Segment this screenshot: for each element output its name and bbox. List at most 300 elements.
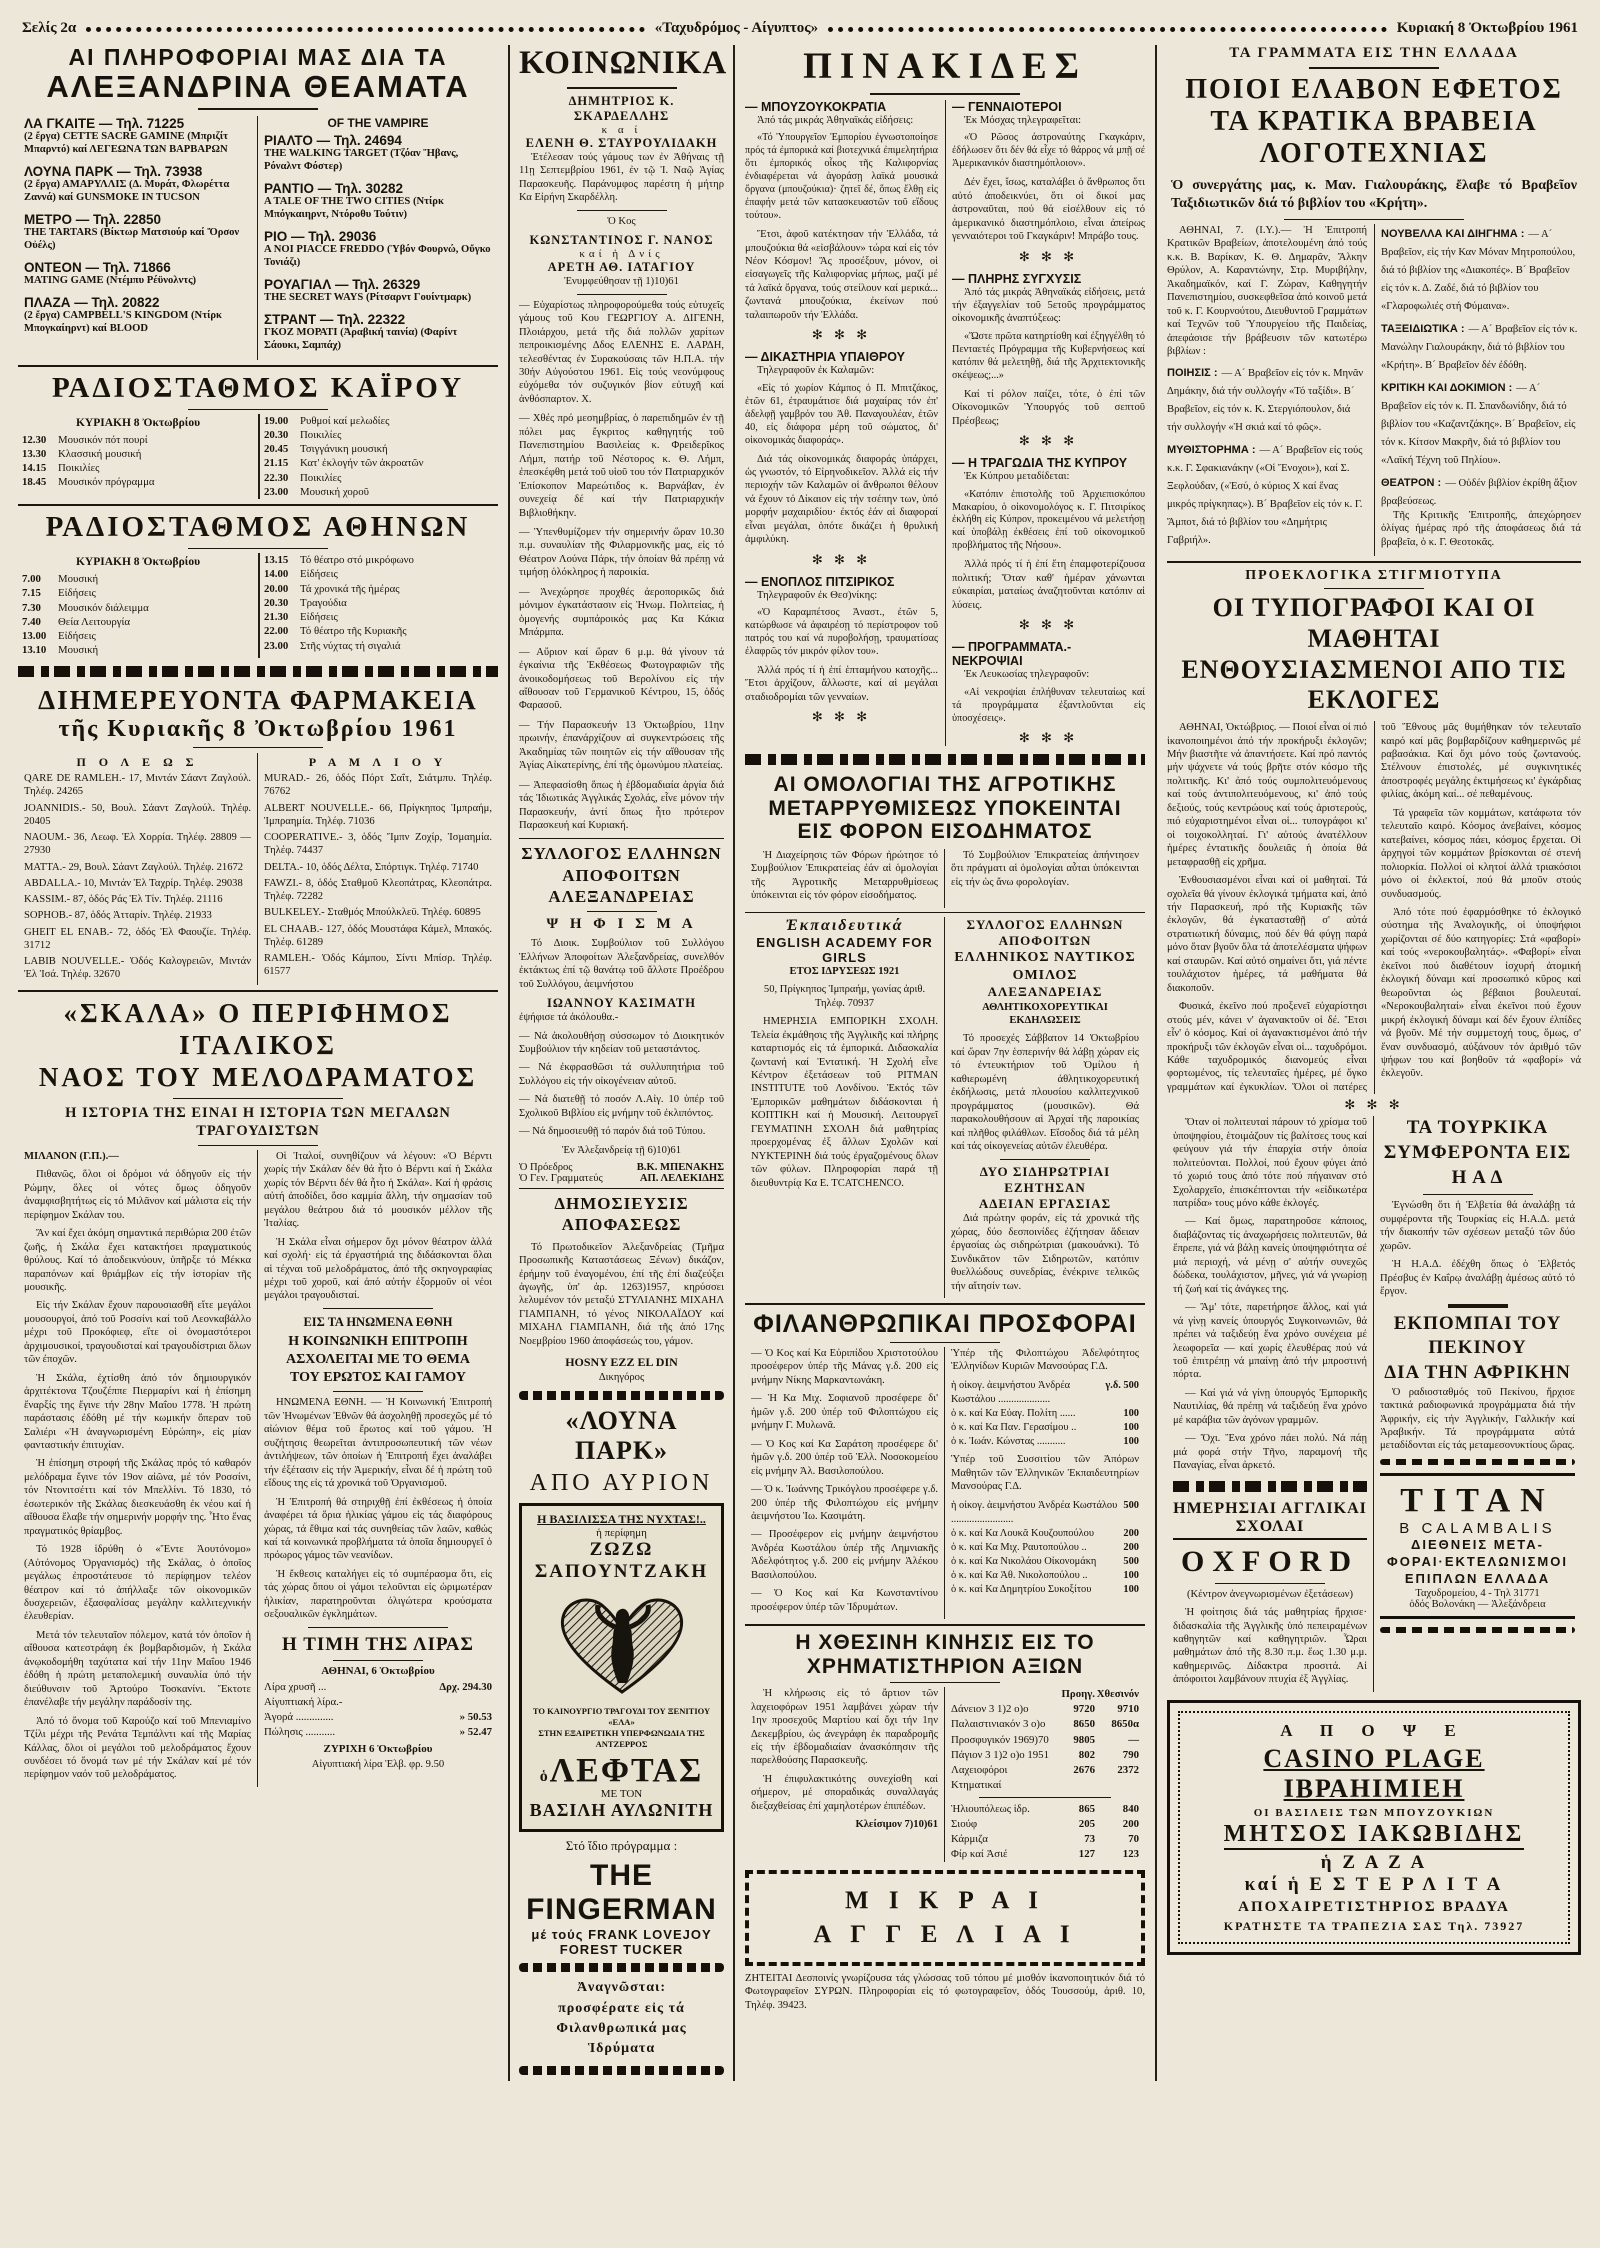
wedding-name: ΕΛΕΝΗ Θ. ΣΤΑΥΡΟΥΛΙΔΑΚΗ	[525, 136, 718, 150]
cinema-name: ΣΤΡΑΝΤ — Τηλ. 22322	[264, 311, 406, 327]
radio-program	[22, 629, 254, 643]
pharmacy-entry: ALBERT NOUVELLE.- 66, Πρίγκηπος Ἰμπραήμ, Ἰμπραημία. Τηλέφ. 71036	[264, 802, 492, 827]
asterisk-separator: ✻ ✻ ✻	[1018, 433, 1079, 449]
pinakides-section	[952, 100, 1145, 265]
radio-program	[22, 475, 254, 489]
radio-cairo-right	[258, 414, 498, 500]
cinema-name: ΡΙΟ — Τηλ. 29036	[264, 228, 377, 244]
donation-notice: — Ὁ κ. Ἰωάννης Τρικόγλου προσέφερε γ.δ. 200 ὑπέρ τῆς Φιλοπτώχου εἰς μνήμην ἀειμνήστου Ἰω. Κασιμάτη.	[751, 1484, 938, 1522]
cinema-name: ΡΟΥΑΓΙΑΛ — Τηλ. 26329	[264, 276, 421, 292]
cinema-name: ΡΑΝΤΙΟ — Τηλ. 30282	[264, 181, 404, 197]
city-label: Π Ο Λ Ε Ω Σ	[76, 755, 199, 770]
cinema-entry	[264, 133, 492, 174]
chain-divider	[519, 1963, 724, 1972]
lira-quote-row	[264, 1695, 492, 1710]
star-name: ΣΑΠΟΥΝΤΖΑΚΗ	[534, 1560, 709, 1582]
titan-ad: ΤΙΤΑΝ B CALAMBALIS ΔΙΕΘΝΕΙΣ ΜΕΤΑ- ΦΟΡΑΙ·ΕΚΤΕΛΩΝΙΣΜΟΙ ΕΠΙΠΛΩΝ ΕΛΛΑΔΑ Ταχυδρομείου, 4 - Τηλ 31771 ὁδός Βολονάκη — Ἀλεξάνδρεια	[1380, 1473, 1575, 1619]
table-row	[951, 1733, 1139, 1748]
divider	[308, 1627, 448, 1628]
program-time: 20.30	[264, 596, 289, 609]
program-name: Μουσική	[58, 644, 99, 657]
radio-program	[264, 596, 494, 610]
section-quote: «Ὁ Ρῶσος ἀστροναύτης Γκαγκάριν, ἐδήλωσεν ὅτι δέν θά εἶχε τό θάρρος νά μπῇ σέ Ἀμερικανικόν διαστημόπλοιον».	[952, 132, 1145, 170]
chain-divider	[519, 1391, 724, 1400]
security-name: Παλαιστινιακόν 3 ο)ο	[951, 1718, 1046, 1731]
divider	[18, 504, 498, 506]
pinakides-section	[745, 350, 938, 567]
award-category	[1167, 440, 1367, 548]
wedding-name: ΑΡΕΤΗ ΑΘ. ΙΑΤΑΓΙΟΥ	[547, 260, 696, 275]
program-time: 7.00	[22, 573, 41, 586]
donation-notice: — Ὁ Κος καί Κα Σαράτση προσέφερε δι' ἡμῶν γ.δ. 200 ὑπέρ τοῦ Ἑλλ. Νοσοκομείου εἰς μνήμην Ἀλ. Βασιλοπούλου.	[751, 1438, 938, 1477]
wedding-date: Ἐνυμφεύθησαν τῇ 1)10)61	[564, 276, 679, 288]
pharmacies-ramleh	[258, 753, 498, 984]
divider	[745, 912, 1145, 913]
pharmacy-entry: MURAD.- 26, ὁδός Πόρτ Σαΐτ, Σιάτμπυ. Τηλέφ. 76762	[264, 773, 492, 798]
lira-zurich-label: ΖΥΡΙΧΗ 6 Ὀκτωβρίου	[323, 1743, 433, 1756]
star-name: ΖΩΖΩ	[589, 1538, 654, 1560]
radio-program	[22, 461, 254, 475]
program-time: 13.30	[22, 447, 47, 460]
section-source: Τηλεγραφοῦν ἐκ Καλαμῶν:	[757, 365, 875, 377]
program-time: 20.45	[264, 443, 289, 456]
article-paragraph: Ἄν καί ἔχει ἀκόμη σημαντικά περιθώρια 200 ἐτῶν ζωῆς, ἡ Σκάλα ἔχει κατακτήσει πραγματικούς θρύλους. Καί τό ἀποδεικνύουν, ὑπῆρξε τό Μέκκα παραπόνων καί θριάμβων εἰς τήν ἱστορίαν τῆς μουσικῆς.	[24, 1228, 251, 1294]
table-row	[951, 1847, 1139, 1862]
program-name: Στῆς νύχτας τή σιγαλιά	[300, 639, 401, 652]
program-name: Εἰδήσεις	[58, 587, 96, 600]
cinema-list-right	[258, 116, 498, 359]
luna-park-subtitle: ΑΠΟ ΑΥΡΙΟΝ	[529, 1469, 714, 1496]
radio-athens-right	[258, 553, 498, 658]
radio-program	[264, 624, 494, 638]
program-time: 12.30	[22, 433, 47, 446]
section-title: — ΕΝΟΠΛΟΣ ΠΙΤΣΙΡΙΚΟΣ	[745, 574, 895, 589]
radio-athens-title: ΡΑΔΙΟΣΤΑΘΜΟΣ ΑΘΗΝΩΝ	[45, 511, 471, 544]
halftone-bar	[18, 666, 498, 677]
cinema-entry	[264, 312, 492, 353]
divider	[333, 1660, 423, 1661]
donation-row	[951, 1527, 1139, 1541]
program-name: Ποικιλίες	[58, 462, 100, 475]
social-notice: — Αὔριον καί ὥραν 6 μ.μ. θά γίνουν τά ἐγκαίνια τῆς Ἐκθέσεως Φωτογραφιῶν τῆς ἀνοικοδομήσεως τοῦ Βερολίνου εἰς τήν αἴθουσαν τοῦ Γερμανικοῦ Κέντρου, 15, ὁδός Φαρασοῦ.	[519, 646, 724, 712]
category-label: ΤΑΞΕΙΔΙΩΤΙΚΑ :	[1381, 322, 1465, 335]
divider	[173, 1098, 343, 1099]
elections-continuation: Ὅταν οἱ πολιτευταί πάρουν τό χρίσμα τοῦ ὑποψηφίου, ἑτοιμάζουν τίς βαλίτσες τους καί φεύγουν γιά τήν ἐπαρχία στήν ὁποία πολιτεύονται. Πολλοί, πού ἔχουν φύγει ἀπό τό χωριό τους ἀπό τότε πού πήγαιναν στό Σχολαρχεῖο, ἐπισκέπτονται τήν «εἰδικωτέρα πατρίδα» τους μόνο κάθε ἐκλογές. — Καί ὅμως, παρατηροῦσε κάποιος, διαβάζοντας τίς ἀναχωρήσεις πολιτευτῶν, θά ἔπρεπε, γιά νά βάλῃ κανείς ὑποψηφιότητα σέ μιά περιοχή, νά μένῃ σ' αὐτήν συνεχῶς δώδεκα, τουλάχιστον, μῆνες, γιά νά γνωρίσῃ τή ζωή καί τίς ἀνάγκες της. — Ἄμ' τότε, παρετήρησε ἄλλος, καί γιά νά γίνῃ κανείς ὑπουργός Συγκοινωνιῶν, θά πρέπει νά ταξιδεύῃ ἕνα χρόνο συνέχεια μέ λεωφορεῖα — καί χωρίς ἐλευθέρας πού νά τοῦ ἐπιτρέπῃ νά μπαίνῃ ἀπό τήν μπροστινή πόρτα. — Καί γιά νά γίνῃ ὑπουργός Ἐμπορικῆς Ναυτιλίας, θά πρέπῃ νά ταξιδεύῃ ἕνα χρόνο μέ καράβια τῶν ἀγόνων γραμμῶν. — Ὄχι. Ἕνα χρόνο πάει πολύ. Νά πάῃ μιά φορά στήν Τῆνο, παραμονή τῆς Παναγίας, εἶναι ἀρκετό. ΗΜΕΡΗΣΙΑΙ ΑΓΓΛΙΚΑΙ ΣΧΟΛΑΙ OXFORD (Κέντρον ἀνεγνωρισμένων ἐξετάσεων) Ἡ φοίτησις διά τάς μαθητρίας ἤρχισε· διδασκαλία τῆς Ἀγγλικῆς ὑπό πεπειραμένων καθηγητῶν καί καθηγητριῶν. Ὧραι μαθημάτων ἀπό τῆς 8.30 π.μ. ἕως 1.30 μ.μ. καθημερινῶς. Δίδακτρα προσιτά. Αἱ ἀπόφοιτοι λαμβάνουν πτυχία ἐξ Ἀγγλίας.	[1167, 1116, 1374, 1692]
pharmacy-entry: JOANNIDIS.- 50, Βουλ. Σάαντ Ζαγλούλ. Τηλέφ. 20405	[24, 802, 251, 827]
advertiser-name: ΤΙΤΑΝ	[1400, 1481, 1555, 1519]
un-headline: Η ΚΟΙΝΩΝΙΚΗ ΕΠΙΤΡΟΠΗ ΑΣΧΟΛΕΙΤΑΙ ΜΕ ΤΟ ΘΕΜΑ ΤΟΥ ΕΡΩΤΟΣ ΚΑΙ ΓΑΜΟΥ	[286, 1333, 470, 1386]
awards-outro: Τῆς Κριτικῆς Ἐπιτροπῆς, ἀπεχώρησεν ὀλίγας ἡμέρας πρό τῆς ἀποφάσεως διά τά βραβεῖα, ὁ κ. Γ. Θεοτοκᾶς.	[1381, 509, 1581, 548]
article-paragraph: — Καί ὅμως, παρατηροῦσε κάποιος, διαβάζοντας τίς ἀναχωρήσεις πολιτευτῶν, θά ἔπρεπε, γιά νά βάλῃ κανείς ὑποψηφιότητα σέ μιά περιοχή, νά μένῃ σ' αὐτήν συνεχῶς δώδεκα, τουλάχιστον, μῆνες, γιά νά γνωρίσῃ τή ζωή καί τίς ἀνάγκες της.	[1173, 1216, 1367, 1295]
radio-program	[264, 442, 494, 456]
quote-label: Ἀγορά ..............	[264, 1710, 334, 1723]
column-theatres-radio	[18, 45, 510, 2081]
awards-intro: ΑΘΗΝΑΙ, 7. (Ι.Υ.).— Ἡ Ἐπιτροπή Κρατικῶν Βραβείων, ἀποτελουμένη ἀπό τούς κ.κ. Β. Βαρίκαν, Κ. Θ. Δημαρᾶν, Ἄλκην Θρύλον, Α. Καραντώνην, Στρ. Μυριβήλην, Ἀκαδημαϊκόν, καί Γ. Ζώραν, Καθηγητήν Πανεπιστημίου, συσκεφθεῖσα ἀπό κοινοῦ μετά τοῦ κ. Γ. Κουρνούτου, Διευθυντοῦ Γραμμάτων καί Τεχνῶν τοῦ Ὑπουργείου τῆς Παιδείας, ἀπεφάσισε τήν βράβευσιν τῶν κατωτέρω βιβλίων :	[1167, 224, 1367, 358]
cinema-film: THE WALKING TARGET (Τζόαν Ἥβανς, Ρόναλντ Φόστερ)	[264, 148, 459, 173]
article-paragraph: Ἡ ἔκθεσις καταλήγει εἰς τό συμπέρασμα ὅτι, εἰς τάς χώρας ὅπου οἱ γάμοι τελοῦνται εἰς ὡριμωτέραν ἡλικίαν, παρατηροῦνται ὀλιγώτερα κρούσματα σεξουαλικῶν ἐγκλημάτων.	[264, 1568, 492, 1621]
program-name: Κλασσική μουσική	[58, 447, 142, 460]
column-greece-letters	[1157, 45, 1581, 2081]
closing-label: Κλείσιμον 7)10)61	[855, 1819, 938, 1831]
section-title: — ΓΕΝΝΑΙΟΤΕΡΟΙ	[952, 100, 1062, 114]
pharmacy-entry: RAMLEH.- Ὁδός Κάμπου, Σίντι Μπίσρ. Τηλέφ. 61577	[264, 953, 492, 978]
article-paragraph: Μετά τόν τελευταῖον πόλεμον, κατά τόν ὁποῖον ἡ αἴθουσα κατεστράφη ἐκ βομβαρδισμῶν, ἡ Σκάλα ἀνῳκοδομήθη ταχύτατα καί τήν 11ην Μαΐου 1946 ἐδόθη ἡ πρώτη μεταπολεμική συναυλία ὑπό τήν διεύθυνσιν τοῦ Ἀρτούρο Τοσκανίνι. Ἔκτοτε ἐπανέλαβε τήν μεγάλην παράδοσίν της.	[24, 1629, 251, 1709]
section-quote: «Εἰς τό χωρίον Κάμπος ὁ Π. Μπιτζάκος, ἐτῶν 61, ἐτραυμάτισε διά μαχαίρας τόν ἐπ' ἀδελφῇ γαμβρόν του Ἀθ. Παναγουλέαν, ἐτῶν 40, εἰς διάφορα μέρη τοῦ σώματος, δι' οἰκονομικάς διαφοράς».	[745, 382, 938, 446]
program-name: Εἰδήσεις	[58, 630, 96, 643]
donation-row	[951, 1569, 1139, 1583]
radio-day: ΚΥΡΙΑΚΗ 8 Ὀκτωβρίου	[75, 556, 201, 569]
table-row	[951, 1717, 1139, 1732]
program-name: Θεία Λειτουργία	[58, 615, 131, 628]
radio-program	[22, 572, 254, 586]
deceased-name: ΙΩΑΝΝΟΥ ΚΑΣΙΜΑΤΗ	[547, 996, 696, 1011]
donor-name: ὁ κ. καί Κα Λουκᾶ Κουζουπούλου	[951, 1527, 1095, 1539]
resolution-item: — Νά ἐκφρασθῶσι τά συλλυπητήρια τοῦ Συλλόγου εἰς τήν οἰκογένειαν αὐτοῦ.	[519, 1062, 724, 1087]
donor-name: ὁ κ. καί Κα Μιχ. Ραυτοπούλου ..	[951, 1541, 1087, 1553]
secretary-name: ΑΠ. ΛΕΛΕΚΙΔΗΣ	[639, 1173, 724, 1185]
cinema-film: ΓΚΟΖ ΜΟΡΑΤΙ (Ἀραβική ταινία) (Φαρίντ Σάουκι, Σαμπάχ)	[264, 326, 458, 351]
program-time: 23.00	[264, 639, 289, 652]
actor-name: ΒΑΣΙΛΗ ΑΥΛΩΝΙΤΗ	[529, 1799, 714, 1820]
lira-athens-label: ΑΘΗΝΑΙ, 6 Ὀκτωβρίου	[321, 1664, 435, 1677]
pharmacy-entry: GHEIT EL ENAB.- 72, ὁδός Ἐλ Φαουζίε. Τηλέφ. 31712	[24, 926, 251, 951]
pharmacy-entry: BULKELEY.- Σταθμός Μπούλκλεϋ. Τηλέφ. 60895	[264, 907, 481, 919]
divider	[1423, 1194, 1533, 1195]
program-name: Κατ' ἐκλογήν τῶν ἀκροατῶν	[300, 457, 424, 470]
stock-commentary: Ἡ κλήρωσις εἰς τό ἄρτιον τῶν λαχειοφόρων 1951 λαμβάνει χώραν τήν 1ην προσεχοῦς Μαρτίου καί ὄχι τήν 1ην Δεκεμβρίου, ὡς ἀνεγράφη ἐκ παραδρομῆς εἰς τήν ἑβδομαδιαίαν ἀνασκόπησιν τῆς παρελθούσης Παρασκευῆς. Ἡ ἐπιφυλακτικότης συνεχίσθη καί σήμερον, μέ σποραδικάς συναλλαγάς διεξαχθείσας ἐπί χαμηλοτέρων ἐπιπέδων. Κλείσιμον 7)10)61	[745, 1687, 945, 1862]
divider	[519, 1188, 724, 1189]
divider	[1000, 1159, 1090, 1160]
divider	[567, 87, 677, 89]
award-category	[1167, 363, 1367, 435]
halftone-bar	[1173, 1481, 1367, 1492]
program-time: 22.30	[264, 471, 289, 484]
donation-amount: γ.δ. 500	[1105, 1379, 1139, 1391]
program-time: 14.15	[22, 462, 47, 475]
letters-kicker: ΤΑ ΓΡΑΜΜΑΤΑ ΕΙΣ ΤΗΝ ΕΛΛΑΔΑ	[1229, 45, 1519, 61]
last-price: 8650α	[1111, 1718, 1139, 1731]
cinema-entry	[24, 260, 251, 288]
philanthropy-headline: ΦΙΛΑΝΘΡΩΠΙΚΑΙ ΠΡΟΣΦΟΡΑΙ	[753, 1310, 1137, 1339]
cinema-name: ΡΙΑΛΤΟ — Τηλ. 24694	[264, 133, 402, 149]
cinema-film: (2 ἔργα) ΑΜΑΡΥΛΛΙΣ (Δ. Μυράτ, Φλωρέττα Ζαννά) καί GUNSMOKE IN TUCSON	[24, 179, 230, 204]
awards-deck: Ὁ συνεργάτης μας, κ. Μαν. Γιαλουράκης, ἔλαβε τό Βραβεῖον Ταξιδιωτικῶν διά τό βιβλίον του «Κρήτη».	[1171, 177, 1577, 211]
program-time: 19.00	[264, 414, 289, 427]
lira-zurich-value: Αἰγυπτιακή λίρα Ἑλβ. φρ. 9.50	[311, 1759, 445, 1771]
table-row	[951, 1817, 1139, 1832]
film-cast: μέ τούς FRANK LOVEJOY	[531, 1927, 712, 1943]
pharmacy-entry: QARE DE RAMLEH.- 17, Μιντάν Σάαντ Ζαγλούλ. Τηλέφ. 24265	[24, 773, 251, 798]
category-winners: — Α´ Βραβεῖον εἰς τόν κ. Μανώλην Γιαλουράκην, διά τό βιβλίον του «Κρήτη». Β´ Βραβεῖον δέν ἐδόθη.	[1381, 323, 1578, 371]
last-price: —	[1128, 1733, 1139, 1746]
article-paragraph: Ἀπό τό ὄνομα τοῦ Καρούζο καί τοῦ Μπενιαμίνο Τζίλι μέχρι τῆς Ρενάτα Τεμπάλντι καί τῆς Μαρίας Κάλλας, ὅλοι οἱ μεγάλοι τοῦ μελοδράματος ἔχουν συνδέσει τό ὄνομά των μέ τήν Σκάλαν καί μέ τόν περίφημον ναόν τοῦ μελοδράματος.	[24, 1715, 251, 1781]
donor-name: ὁ κ. καί Κα Δημητρίου Συκοξίτου	[951, 1583, 1092, 1595]
award-category	[1381, 224, 1581, 314]
awards-headline: ΠΟΙΟΙ ΕΛΑΒΟΝ ΕΦΕΤΟΣ ΤΑ ΚΡΑΤΙΚΑ ΒΡΑΒΕΙΑ ΛΟΓΟΤΕΧΝΙΑΣ	[1185, 74, 1563, 170]
article-paragraph: — Ὄχι. Ἕνα χρόνο πάει πολύ. Νά πάῃ μιά φορά στήν Τῆνο, παραμονή τῆς Παναγίας, εἶναι ἀρκετό.	[1173, 1433, 1367, 1472]
school-description: ΗΜΕΡΗΣΙΑ ΕΜΠΟΡΙΚΗ ΣΧΟΛΗ. Τελεία ἐκμάθησις τῆς Ἀγγλικῆς καί πλήρης καταρτισμός εἰς τά ἐμπορικά. Διδασκαλία ζωντανή καί Ἐντατική. Ἡ Σχολή εἶνε Κέντρον ἐξετάσεων τοῦ PITMAN INSTITUTE τοῦ Λονδίνου. Ἐκτός τῶν Ἐμπορικῶν μαθημάτων διδάσκονται ἡ ΚΟΠΤΙΚΗ καί ἡ Μουσική. Λειτουργεῖ ΓΕΥΜΑΤΙΝΗ ΣΧΟΛΗ διά μαθητρίας προερχομένας ἐξ ἄλλων Σχολῶν καί ΝΥΚΤΕΡΙΝΗ διά τούς ἐργαζομένους ὅλων τῶν φύλων. Πληροφορίαι παρά τῇ διευθυντρίᾳ Κα E. TCATCHENCO.	[751, 1016, 938, 1189]
social-notice: — Τήν Παρασκευήν 13 Ὀκτωβρίου, 11ην πρωινήν, ἐπανάρχίζουν αἱ συγκεντρώσεις τῆς Ἀκαδημίας τῶν ποιητῶν εἰς τήν αἴθουσαν τῆς Ἁγίας Αἰκατερίνης, ἐπί τῆς ὁμωνύμου πλατείας.	[519, 719, 724, 772]
wavy-divider	[1380, 1459, 1575, 1465]
classified-ad: ΖΗΤΕΙΤΑΙ Δεσποινίς γνωρίζουσα τάς γλώσσας τοῦ τόπου μέ μισθόν ἱκανοποιητικόν διά τό Φωτογραφεῖον ΣΥΡΩΝ. Πληροφορίαι εἰς τό φωτογραφεῖον, ὁδός Τουσσούμ, ἀριθ. 10, Τηλέφ. 39423.	[745, 1972, 1145, 2011]
education-section: Ἐκπαιδευτικά ENGLISH ACADEMY FOR GIRLS ΕΤΟΣ ΙΔΡΥΣΕΩΣ 1921 50, Πρίγκηπος Ἰμπραήμ, γωνίας ἀριθ. Τηλέφ. 70937 ΗΜΕΡΗΣΙΑ ΕΜΠΟΡΙΚΗ ΣΧΟΛΗ. Τελεία ἐκμάθησις τῆς Ἀγγλικῆς καί πλήρης καταρτισμός εἰς τά ἐμπορικά. Διδασκαλία ζωντανή καί Ἐντατική. Ἡ Σχολή εἶνε Κέντρον ἐξετάσεων τοῦ PITMAN INSTITUTE τοῦ Λονδίνου. Ἐκτός τῶν Ἐμπορικῶν μαθημάτων διδάσκονται ἡ ΚΟΠΤΙΚΗ καί ἡ Μουσική. Λειτουργεῖ ΓΕΥΜΑΤΙΝΗ ΣΧΟΛΗ διά μαθητρίας προερχομένας ἐξ ἄλλων Σχολῶν καί ΝΥΚΤΕΡΙΝΗ διά τούς ἐργαζομένους ὅλων τῶν φύλων. Πληροφορίαι παρά τῇ διευθυντρίᾳ Κα E. TCATCHENCO.	[745, 917, 945, 1298]
donation-amount: 500	[1123, 1555, 1139, 1567]
section-quote: «Ὁ Καραμπέτσος Ἀναστ., ἐτῶν 5, κατώρθωσε νά ἀφαιρέσῃ τό περίστροφον τοῦ πατρός του καί νά πυροβολήσῃ, τραυματίσας ἐλαφρῶς τόν μικρόν φίλον του».	[745, 607, 938, 657]
donation-amount: 100	[1123, 1422, 1139, 1434]
cinema-name: ΛΑ ΓΚΑΙΤΕ — Τηλ. 71225	[24, 116, 185, 132]
cinema-entry	[264, 229, 492, 270]
pinakides-section	[745, 575, 938, 726]
prev-price: 205	[1078, 1818, 1095, 1831]
prev-price: 865	[1078, 1802, 1095, 1815]
resolution-item: — Νά δημοσιευθῇ τό παρόν διά τοῦ Τύπου.	[519, 1126, 706, 1138]
program-time: 7.15	[22, 587, 41, 600]
pharmacies-headline: ΔΙΗΜΕΡΕΥΟΝΤΑ ΦΑΡΜΑΚΕΙΑ τῆς Κυριακῆς 8 Ὀκτωβρίου 1961	[38, 684, 478, 742]
awards-body	[1167, 224, 1581, 556]
pharmacy-entry: DELTA.- 10, ὁδός Δέλτα, Σπόρτιγκ. Τηλέφ. 71740	[264, 861, 479, 873]
last-price: 9710	[1117, 1703, 1139, 1716]
category-winners: — Α´ Βραβεῖον εἰς τούς κ.κ. Γ. Σφακιανάκην («Οἱ Ἔνοχοι»), καί Σ. Ξεφλούδαν, («Ἐσύ, ὁ κύριος Χ καί ἕνας μικρός πρίγκηπας»). Β´ Βραβεῖον εἰς τόν κ. Γ. Ἄμποτ, διά τό βιβλίον του «Δημήτρις Γαβριήλ».	[1167, 445, 1363, 547]
dancer-heart-graphic	[528, 1587, 715, 1702]
section-source: Ἐκ Κύπρου μεταδίδεται:	[964, 471, 1070, 483]
article-paragraph: ΗΝΩΜΕΝΑ ΕΘΝΗ. — Ἡ Κοινωνική Ἐπιτροπή τῶν Ἡνωμένων Ἐθνῶν θά ἀσχοληθῇ προσεχῶς μέ τό αἰώνιον θέμα τοῦ ἔρωτος καί τοῦ γάμου. Ἡ συζήτησις θεωρεῖται ἀντιπροσωπευτική τῶν νέων ἀντιλήψεων, τῶν ὁποίων ἡ Ἐπιτροπή ἔχει ἀναλάβει τήν ἐξέτασιν εἰς τήν Ἀμερικήν, εἶναι δέ ἡ πρώτη τοῦ εἴδους της εἰς τά χρονικά τοῦ Ὀργανισμοῦ.	[264, 1397, 492, 1490]
category-label: ΘΕΑΤΡΟΝ :	[1381, 476, 1442, 489]
program-name: Εἰδήσεις	[300, 611, 338, 624]
radio-athens-left	[18, 553, 258, 658]
cinema-name: ΠΛΑΖΑ — Τηλ. 20822	[24, 294, 160, 310]
donation-amount: 100	[1123, 1583, 1139, 1595]
pharmacy-entry: SOPHOB.- 87, ὁδός Ἀτταρίν. Τηλέφ. 21933	[24, 910, 212, 922]
advertiser-address: ὁδός Βολονάκη — Ἀλεξάνδρεια	[1409, 1598, 1546, 1610]
table-row	[951, 1702, 1139, 1717]
quote-label: Πώλησις ...........	[264, 1726, 336, 1739]
cinema-list-left	[18, 116, 258, 359]
section-comment: Ἀλλά πρός τί ἡ ἐπί ἑπταμήνου κατοχῆς... Ἔτσι ἀρχίζουν, ἄλλωστε, καί αἱ μεγάλαι σταδιοδρομίαι τῶν γενναίων.	[745, 664, 938, 703]
divider	[745, 1303, 1145, 1305]
pinakides-section	[745, 100, 938, 343]
article-paragraph: Φυσικά, ἐκεῖνο πού προξενεῖ εὐχαρίστησι στούς μέν, κάνει ν' ἀγανακτοῦν οἱ δέ. Ἔτσι εἶν' ὁ κόσμος. Καί οἱ ἀγανακτισμένοι ἀπό τήν προκήρυξι τῶν ἐκλογῶν εἶναι οἱ... ταχυδρόμοι. Κάθε ταχυδρομικός διανομεύς εἶναι φορτωμένος, τίς τελευταῖες ἡμέρες, μέ ὄγκο γραμμάτων καί ἐγκυκλίων. Ὅλοι οἱ πατέρες τοῦ Ἔθνους μᾶς θυμήθηκαν τόν τελευταῖο καιρό καί μᾶς βομβαρδίζουν καθημερινῶς μέ ραβασάκια. Καί ὄχι μόνο τούς ζωντανούς. Στέλνουν ἐπιστολές, μέ συγκινητικές ἀποστροφές μεγάλης ἐκτιμήσεως κι' ἐγκάρδιας φιλίας, ἀκόμη καί... σέ πεθαμένους.	[1167, 722, 1581, 1093]
article-paragraph: Τά γραφεῖα τῶν κομμάτων, κατάφωτα τόν τελευταῖο καιρό. Κόσμος ἀνεβαίνει, κόσμος κατεβαίνει, κόσμος πάει, κόσμος ἔρχεται. Οἱ ἀρχηγοί τῶν κομμάτων βρίσκονται σέ στενή πολιορκία. Πολλοί οἱ κλητοί ἀλλά τριακόσιοι μόνο οἱ ἐκλεκτοί, πού θά μποῦν στούς συνδυασμούς.	[1381, 807, 1581, 900]
social-notice: — Ἀπεφασίσθη ὅπως ἡ ἑβδομαδιαία ἀργία διά τάς Ἰδιωτικάς Ἀγγλικάς Σχολάς, εἶνε μόνον τήν Παρασκευήν, ἀντί ὅπως ἦτο πρότερον Παρασκευή καί Κυριακή.	[519, 779, 724, 832]
article-paragraph: ΑΘΗΝΑΙ, Ὀκτώβριος. — Ποιοί εἶναι οἱ πιό ἱκανοποιημένοι ἀπό τήν προκήρυξι ἐκλογῶν; Μήν βιαστῆτε νά ἀπαντήσετε. Καί πρό παντός μήν ψάχνετε νά τούς βρῆτε στόν κόσμο τῆς πολιτικῆς. Κι' ἀπό τούς συμπολιτευόμενους καί τούς ἀντιπολιτευόμενους, κι' ἀπό τούς δεξιούς, τούς κεντρώους καί τούς ἀριστερούς, πιό εὐχαριστημένοι εἶναι οἱ... τυπογράφοι κι' οἱ τοιχοκολληταί. Γι' αὐτούς ἀνατέλλουν ἡμέρες ἐντατικῆς δουλειᾶς ἡ ὁποία θά μεταφρασθῇ εἰς χρῆμα.	[1167, 722, 1367, 868]
section-title: — ΠΛΗΡΗΣ ΣΥΓΧΥΣΙΣ	[952, 271, 1082, 286]
donor-name: ὁ κ. καί Κα Νικολάου Οἰκονομάκη	[951, 1555, 1097, 1567]
radio-program	[22, 601, 254, 615]
divider	[198, 1145, 318, 1146]
resolution-place: Ἐν Ἀλεξανδρείᾳ τῇ 6)10)61	[561, 1144, 682, 1156]
lira-quote-row	[264, 1710, 492, 1725]
asterisk-separator: ✻ ✻ ✻	[811, 709, 872, 725]
donation-amount: 200	[1123, 1527, 1139, 1539]
classifieds-box: Μ Ι Κ Ρ Α Ι Α Γ Γ Ε Λ Ι Α Ι	[745, 1870, 1145, 1966]
elections-headline: ΟΙ ΤΥΠΟΓΡΑΦΟΙ ΚΑΙ ΟΙ ΜΑΘΗΤΑΙ ΕΝΘΟΥΣΙΑΣΜΕΝΟΙ ΑΠΟ ΤΙΣ ΕΚΛΟΓΕΣ	[1181, 593, 1567, 715]
table-header: Προηγ. Χθεσινόν	[1061, 1688, 1139, 1701]
article-paragraph: Εἰς τήν Σκάλαν ἔχουν παρουσιασθῆ εἴτε μεγάλοι μουσουργοί, ἀπό τοῦ Ροσσίνι καί τοῦ Λεονκαβάλλο μέχρι τοῦ Προκόφιεφ, εἴτε οἱ ὀνομαστότεροι ἀρχιμουσικοί, τραγουδισταί καί τραγουδίστριαι ὅλων τῶν ἐποχῶν.	[24, 1300, 251, 1366]
scala-headline: «ΣΚΑΛΑ» Ο ΠΕΡΙΦΗΜΟΣ ΙΤΑΛΙΚΟΣ ΝΑΟΣ ΤΟΥ ΜΕΛΟΔΡΑΜΑΤΟΣ	[38, 997, 478, 1093]
donation-amount: 100	[1123, 1569, 1139, 1581]
radio-cairo-left	[18, 414, 258, 500]
article-paragraph: Ἐνθουσιασμένοι εἶναι καί οἱ μαθηταί. Τά σχολεῖα θά γίνουν ἐκλογικά τμήματα καί, ἀπό τήν Παρασκευή, πρό τῆς Κυριακῆς τῶν ἐκλογῶν, θά ἐγκατασταθῇ σ' αὐτά στρατιωτική δύναμις, πού δέν θά φύγῃ παρά μόνο ὅταν βγοῦν ὅλα τά ἀποτελέσματα ψήφων καί σταυρῶν. Καί αὐτό σημαίνει ὅτι, γιά πέντε τουλάχιστον ἡμέρες, τά μαθήματα θά διακοποῦν.	[1167, 875, 1367, 994]
award-category	[1381, 378, 1581, 468]
pharmacy-entry: FAWZI.- 8, ὁδός Σταθμοῦ Κλεοπάτρας, Κλεοπάτρα. Τηλέφ. 72282	[264, 877, 492, 903]
radio-program	[22, 447, 254, 461]
turkish-interests-headline: ΤΑ ΤΟΥΡΚΙΚΑ ΣΥΜΦΕΡΟΝΤΑ ΕΙΣ Η Α Δ	[1383, 1117, 1572, 1188]
cinema-entry	[24, 116, 251, 157]
performer-name: ἡ Ζ Α Ζ Α	[1320, 1851, 1428, 1873]
advertiser-address: Ταχυδρομείου, 4 - Τηλ 31771	[1415, 1587, 1540, 1599]
radio-program	[264, 639, 494, 653]
pinakides-section	[952, 272, 1145, 450]
section-source: Ἐκ Μόσχας τηλεγραφεῖται:	[964, 115, 1082, 126]
section-source: Ἀπό τάς μικράς Ἀθηναϊκάς εἰδήσεις, μετά τήν ἐξαγγελίαν τοῦ 5ετοῦς προγράμματος οἰκονομικῆς ἀναπτύξεως:	[952, 286, 1145, 325]
pharmacy-entry: NAOUM.- 36, Λεωφ. Ἐλ Χορρία. Τηλέφ. 28809 — 27930	[24, 832, 251, 857]
radio-program	[22, 643, 254, 657]
section-title: — Η ΤΡΑΓΩΔΙΑ ΤΗΣ ΚΥΠΡΟΥ	[952, 456, 1128, 471]
cinema-film: MATING GAME (Ντέμπυ Ρέϋνολντς)	[24, 274, 197, 286]
cinema-film: A TALE OF THE TWO CITIES (Ντίρκ Μπόγκαιηρντ, Ντόροθυ Τούτιν)	[264, 196, 444, 221]
program-time: 14.00	[264, 568, 289, 581]
pharmacies-city	[18, 753, 258, 984]
article-paragraph: Ἀπό τότε πού ἐφαρμόσθηκε τό ἐκλογικό σύστημα τῆς Ἀναλογικῆς, οἱ ὑποψήφιοι χωρίζονται σέ δύο κατηγορίες: Στά «φαβορί» καί τούς «νεροκουβαλητάς». «Φαβορί» εἶναι ἐκεῖνοι πού διαθέτουν ἰσχυρή ἀτομική ἐκλογική δύναμι καί προσωπικό κῦρος καί θεωροῦνται ὡς βέβαιοι βουλευταί. «Νεροκουβαληταί» εἶναι ἐκεῖνοι πού ἔχουν μικρή ἐκλογική δύναμι καί δέν ἔχουν ἐλπίδες νά βγοῦν. Μέ τήν συμμετοχή τους, ὅμως, σ' ἕναν συνδυασμό, αὐξάνουν τόν ἀριθμό τῶν ψήφων του καί βοηθοῦν τά «φαβορί» νά ἐκλεγοῦν.	[1381, 906, 1581, 1080]
table-row	[951, 1802, 1139, 1817]
court-notice-title: ΔΗΜΟΣΙΕΥΣΙΣ ΑΠΟΦΑΣΕΩΣ	[554, 1194, 689, 1235]
pharmacy-entry: EL CHAAB.- 127, ὁδός Μουστάφα Κάμελ, Μπακός. Τηλέφ. 61289	[264, 923, 492, 948]
social-notice: — Ὑπενθυμίζομεν τήν σημερινήν ὥραν 10.30 π.μ. συναυλίαν τῆς Φιλαρμονικῆς μας, εἰς τό Θέατρον Λούνα Πάρκ, τήν ὁποίαν θά πρέπῃ νά τιμήσῃ ὁλόκληρος ἡ παροικία.	[519, 526, 724, 579]
award-category	[1381, 319, 1581, 373]
donation-row	[951, 1421, 1139, 1435]
divider	[18, 990, 498, 992]
donation-amount: 100	[1123, 1436, 1139, 1448]
oxford-school-name: OXFORD	[1181, 1544, 1359, 1578]
donation-notice: — Ἡ Κα Μιχ. Σοφιανοῦ προσέφερε δι' ἡμῶν γ.δ. 200 ὑπέρ τοῦ Φιλοπτώχου εἰς μνήμην Γ. Μυλωνᾶ.	[751, 1393, 938, 1432]
donation-amount: 200	[1123, 1541, 1139, 1553]
section-quote: «Τό Ὑπουργεῖον Ἐμπορίου ἐγνωστοποίησε πρός τά ἐμπορικά καί βιοτεχνικά ἐπιμελητήρια ὅτι ἐμπορικός οἶκος τῆς Καλιφορνίας ἐνδιαφέρεται νά ἀγοράσῃ λαϊκά μουσικά ὄργανα (μπουζούκια)· ζητεῖ δέ, ὅπως ἔλθῃ εἰς ἐπαφήν μετά τῶν κατασκευαστῶν τοῦ εἴδους τούτου».	[745, 132, 938, 222]
program-time: 23.00	[264, 485, 289, 498]
section-comment: Ἔτσι, ἀφοῦ κατέκτησαν τήν Ἑλλάδα, τά μπουζούκια θά «εἰσβάλουν» τώρα καί εἰς τόν Νέον Κόσμον! Ἄς προσέξουν, μόνον, οἱ εἰσαγωγεῖς τῆς Καλιφορνίας μήπως, μαζί μέ τά λαϊκά ὄργανα, τούς στείλουν καί μερικά... ζωντανά μπουζούκια, ἐκείνων πού ταλαιπωροῦν τήν Ἑλλάδα.	[745, 229, 938, 321]
wedding-name: ΚΩΝΣΤΑΝΤΙΝΟΣ Γ. ΝΑΝΟΣ	[529, 233, 714, 248]
section-comment: Δέν ἔχει, ἴσως, καταλάβει ὁ ἄνθρωπος ὅτι αὐτό ἀποδεικνύει, ὅτι οἱ δικοί μας ἀστροναῦται, πού θά εἰσέλθουν εἰς τό ἀμερικανικό διαστημόπλοιο, εἶναι ἀπείρως γενναιότεροι τοῦ Γκαγκάριν! Μπράβο τους.	[952, 177, 1145, 243]
halftone-bar	[745, 754, 1145, 765]
program-time: 20.00	[264, 582, 289, 595]
section-comment: Καί τί ρόλον παίζει, τότε, ὁ ἐπί τῶν Οἰκονομικῶν Ὑπουργός τοῦ σεπτοῦ Πρέσβεως;	[952, 388, 1145, 427]
security-name: Δάνειον 3 1)2 ο)ο	[951, 1703, 1029, 1716]
program-name: Μουσικόν πότ πουρί	[58, 433, 148, 446]
cinema-film: (2 ἔργα) CETTE SACRE GAMINE (Μπριζίτ Μπαρντό) καί ΛΕΓΕΩΝΑ ΤΩΝ ΒΑΡΒΑΡΩΝ	[24, 131, 229, 156]
pinakides-section	[952, 456, 1145, 633]
lira-title: Η ΤΙΜΗ ΤΗΣ ΛΙΡΑΣ	[282, 1633, 474, 1655]
lawyer-name: HOSNY EZZ EL DIN	[565, 1355, 678, 1370]
stock-exchange-headline: Η ΧΘΕΣΙΝΗ ΚΙΝΗΣΙΣ ΕΙΣ ΤΟ ΧΡΗΜΑΤΙΣΤΗΡΙΟΝ ΑΞΙΩΝ	[795, 1631, 1095, 1678]
program-time: 13.15	[264, 554, 289, 567]
security-name: Φίρ καί Ἀσιέ	[951, 1848, 1008, 1861]
dotted-leader	[86, 27, 645, 32]
casino-ad: Α Π Ο Ψ Ε CASINO PLAGE ΙΒΡΑΗΙΜΙΕΗ ΟΙ ΒΑΣΙΛΕΙΣ ΤΩΝ ΜΠΟΥΖΟΥΚΙΩΝ ΜΗΤΣΟΣ ΙΑΚΩΒΙΔΗΣ ἡ Ζ Α Ζ Α καί ἡ Ε Σ Τ Ε Ρ Λ Ι Τ Α ΑΠΟΧΑΙΡΕΤΙΣΤΗΡΙΟΣ ΒΡΑΔΥΑ ΚΡΑΤΗΣΤΕ ΤΑ ΤΡΑΠΕΖΙΑ ΣΑΣ Τηλ. 73927	[1167, 1700, 1581, 1955]
asterisk-separator: ✻ ✻ ✻	[1018, 617, 1079, 633]
chain-divider	[519, 2066, 724, 2075]
last-price: 840	[1122, 1802, 1139, 1815]
prev-price: 2676	[1073, 1763, 1095, 1776]
dotted-leader	[828, 27, 1387, 32]
donation-row	[951, 1407, 1139, 1421]
donor-name: ὁ κ. Ἰωάν. Κώνστας ...........	[951, 1436, 1066, 1448]
program-name: Τά χρονικά τῆς ἡμέρας	[300, 582, 400, 595]
asterisk-separator: ✻ ✻ ✻	[1018, 248, 1079, 264]
section-quote: «Κατόπιν ἐπιστολῆς τοῦ Ἀρχιεπισκόπου Μακαρίου, ὁ οἰκονομολόγος κ. Γ. Πιτσιρίκος ἐκλήθη εἰς Κύπρον, προκειμένου νά μελετήσῃ καί ὑποβάλῃ ἐκθέσεις ἐπί τοῦ οἰκονομικοῦ προβλήματος τῆς Νήσου».	[952, 488, 1145, 552]
divider	[745, 1624, 1145, 1626]
school-founded: ΕΤΟΣ ΙΔΡΥΣΕΩΣ 1921	[789, 965, 900, 977]
asterisk-separator: ✻ ✻ ✻	[1344, 1097, 1404, 1113]
pharmacy-entry: KASSIM.- 87, ὁδός Ράς Ἐλ Τίν. Τηλέφ. 21116	[24, 894, 223, 906]
prev-price: 9720	[1073, 1703, 1095, 1716]
radio-program	[264, 471, 494, 485]
radio-program	[264, 414, 494, 428]
resolution-item: — Νά ἀκολουθήσῃ σύσσωμον τό Διοικητικόν Συμβούλιον τήν κηδείαν τοῦ μεταστάντος.	[519, 1030, 724, 1055]
donor-name: ὁ κ. καί Κα Εὐαγ. Πολίτη ......	[951, 1408, 1076, 1420]
category-winners: — Α´ Βραβεῖον εἰς τόν κ. Μηνᾶν Δημάκην, διά τήν συλλογήν «Τό ταξίδι». Β´ Βραβεῖον, εἰς τόν κ. Κ. Στεργιόπουλον, διά τήν συλλογήν «Ἡ σκιά καί τό φῶς».	[1167, 368, 1364, 434]
quote-value: » 50.53	[459, 1710, 492, 1723]
divider	[1215, 1583, 1325, 1584]
column-koinonika: ΚΟΙΝΩΝΙΚΑ ΔΗΜΗΤΡΙΟΣ Κ. ΣΚΑΡΔΕΛΛΗΣ κ α ί ΕΛΕΝΗ Θ. ΣΤΑΥΡΟΥΛΙΔΑΚΗ Ἐτέλεσαν τούς γάμους των ἐν Ἀθήναις τῇ 11ῃ Σεπτεμβρίου 1961, ἐν τῷ Ἱ. Ναῷ Ἁγίας Παρασκευῆς. Παράνυμφος παρέστη ἡ μήτηρ Κα Εἰρήνη Σκαρδέλλη. Ὁ Κος ΚΩΝΣΤΑΝΤΙΝΟΣ Γ. ΝΑΝΟΣ καί ἡ Δνίς ΑΡΕΤΗ ΑΘ. ΙΑΤΑΓΙΟΥ Ἐνυμφεύθησαν τῇ 1)10)61 — Εὐχαρίστως πληροφορούμεθα τούς εὐτυχεῖς γάμους τοῦ Κου ΓΕΩΡΓΙΟΥ Α. ΔΙΓΕΝΗ, Πλοιάρχου, μετά τῆς διά πολλῶν χαρίτων πεπροικισμένης Δδος ΕΛΕΝΗΣ Ε. ΛΑΡΔΗ, τελεσθέντας ἐν Συρακούσαις τῶν Η.Π.Α. τήν 30ήν Αὐγούστου 1961. Εἰς τούς νεονύμφους εὐχόμεθα τόν συζυγικόν βίον εὐτυχῆ καί ἀνθόσπαρτον. Χ. — Χθές πρό μεσημβρίας, ὁ παρεπιδημῶν ἐν τῇ πόλει μας ἔγκριτος καθηγητής τοῦ Πανεπιστημίου Βασιλείας κ. Φρειδερῖκος Λήμπ, πατήρ τοῦ Νέστορος κ. Θ. Λήμπ, ἐπεσκέφθη μετά τοῦ υἱοῦ του τόν Πατριαρχικόν Ἐπίσκοπον Μαρεώτιδος κ. Βαρνάβαν, ἐν συνεχείᾳ δέ καί τήν Πατριαρχικήν Βιβλιοθήκην. — Ὑπενθυμίζομεν τήν σημερινήν ὥραν 10.30 π.μ. συναυλίαν τῆς Φιλαρμονικῆς μας, εἰς τό Θέατρον Λούνα Πάρκ, τήν ὁποίαν θά πρέπῃ νά τιμήσῃ ὁλόκληρος ἡ παροικία. — Ἀνεχώρησε προχθές ἀεροπορικῶς διά μόνιμον ἐγκατάστασιν εἰς Ἡνωμ. Πολιτείας, ἡ ὁμογενής συμπάροικός μας Κα Κάκια Μπάρμπα. — Αὔριον καί ὥραν 6 μ.μ. θά γίνουν τά ἐγκαίνια τῆς Ἐκθέσεως Φωτογραφιῶν τῆς ἀνοικοδομήσεως τοῦ Βερολίνου εἰς τήν αἴθουσαν τοῦ Γερμανικοῦ Κέντρου, 15, ὁδός Φαρασοῦ. — Τήν Παρασκευήν 13 Ὀκτωβρίου, 11ην πρωινήν, ἐπανάρχίζουν αἱ συγκεντρώσεις τῆς Ἀκαδημίας τῶν ποιητῶν εἰς τήν αἴθουσαν τῆς Ἁγίας Αἰκατερίνης, ἐπί τῆς ὁμωνύμου πλατείας. — Ἀπεφασίσθη ὅπως ἡ ἑβδομαδιαία ἀργία διά τάς Ἰδιωτικάς Ἀγγλικάς Σχολάς, εἶνε μόνον τήν Παρασκευήν, ἀντί ὅπως ἦτο πρότερον Παρασκευή καί Κυριακή. ΣΥΛΛΟΓΟΣ ΕΛΛΗΝΩΝ ΑΠΟΦΟΙΤΩΝ ΑΛΕΞΑΝΔΡΕΙΑΣ Ψ Η Φ Ι Σ Μ Α Τό Διοικ. Συμβούλιον τοῦ Συλλόγου Ἑλλήνων Ἀποφοίτων Ἀλεξανδρείας, συνελθόν ἐκτάκτως ἐπί τῷ θανάτῳ τοῦ ἄλλοτε Προέδρου τοῦ Συλλόγου, ἀειμνήστου ΙΩΑΝΝΟΥ ΚΑΣΙΜΑΤΗ ἐψήφισε τά ἀκόλουθα.- — Νά ἀκολουθήσῃ σύσσωμον τό Διοικητικόν Συμβούλιον τήν κηδείαν τοῦ μεταστάντος. — Νά ἐκφρασθῶσι τά συλλυπητήρια τοῦ Συλλόγου εἰς τήν οἰκογένειαν αὐτοῦ. — Νά διατεθῇ τό ποσόν Λ.Αἰγ. 10 ὑπέρ τοῦ Σχολικοῦ Βιβλίου εἰς μνήμην τοῦ ἐκλιπόντος. — Νά δημοσιευθῇ τό παρόν διά τοῦ Τύπου. Ἐν Ἀλεξανδρείᾳ τῇ 6)10)61 Ὁ Πρόεδρος Β.Κ. ΜΠΕΝΑΚΗΣ Ὁ Γεν. Γραμματεύς ΑΠ. ΛΕΛΕΚΙΔΗΣ ΔΗΜΟΣΙΕΥΣΙΣ ΑΠΟΦΑΣΕΩΣ Τό Πρωτοδικεῖον Ἀλεξανδρείας (Τμῆμα Προσωπικῆς Καταστάσεως Ξένων) δικάζον, ἐρήμην τοῦ ἐναγομένου, ἐπί τῆς ἐπί διαζεύξει ἀγωγῆς, ὑπ' ἀρ. 1263)1957, κηρύσσει λελυμένον τόν μεταξύ ΣΤΥΛΙΑΝΗΣ ΜΙΧΑΗΛ ΓΙΑΜΠΑΝΗ, τό γένος ΝΙΚΟΛΑΪΔΟΥ καί ΜΙΧΑΗΛ ΓΙΑΜΠΑΝΗ, διά τῆς ἀπό 17ης Νοεμβρίου 1960 ἀποφάσεώς του, γάμον. HOSNY EZZ EL DIN Δικηγόρος «ΛΟΥΝΑ ΠΑΡΚ» ΑΠΟ ΑΥΡΙΟΝ Η ΒΑΣΙΛΙΣΣΑ ΤΗΣ ΝΥΧΤΑΣ!.. ἡ περίφημη ΖΩΖΩ ΣΑΠΟΥΝΤΖΑΚΗ ΤΟ ΚΑΙΝΟΥΡΓΙΟ ΤΡΑΓΟΥΔΙ ΤΟΥ ΞΕΝΙΤΙΟΥ «ΕΛΑ» ΣΤΗΝ ΕΞΑΙΡΕΤΙΚΗ ΥΠΕΡΦΩΝΩΔΙΑ ΤΗΣ ΑΝΤΖΕΡΡΟΣ ὁΛΕΦΤΑΣ ΜΕ ΤΟΝ ΒΑΣΙΛΗ ΑΥΛΩΝΙΤΗ Στό ἴδιο πρόγραμμα : THE FINGERMAN μέ τούς FRANK LOVEJOY FOREST TUCKER Ἀναγνῶσται: προσφέρατε εἰς τά Φιλανθρωπικά μας Ἱδρύματα	[510, 45, 735, 2081]
divider	[577, 294, 667, 295]
program-name: Τό θέατρο στό μικρόφωνο	[300, 554, 414, 567]
performer-name: ΜΗΤΣΟΣ ΙΑΚΩΒΙΔΗΣ	[1224, 1821, 1525, 1850]
asterisk-separator: ✻ ✻ ✻	[811, 327, 872, 343]
category-label: ΚΡΙΤΙΚΗ ΚΑΙ ΔΟΚΙΜΙΟΝ :	[1381, 381, 1513, 394]
masthead	[18, 14, 1582, 45]
radio-program	[22, 586, 254, 600]
alumni-club-headline: ΣΥΛΛΟΓΟΣ ΕΛΛΗΝΩΝ ΑΠΟΦΟΙΤΩΝ ΑΛΕΞΑΝΔΡΕΙΑΣ	[521, 844, 722, 906]
program-name: Μουσική	[58, 573, 99, 586]
donation-notice: — Ὁ Κος καί Κα Εὐριπίδου Χριστοτούλου προσέφερον ὑπέρ τῆς Μάνας γ.δ. 200 εἰς μνήμην Νίκης Μαρκαντωνάκη.	[751, 1348, 938, 1386]
cinema-entry	[24, 295, 251, 336]
scala-deck: Η ΙΣΤΟΡΙΑ ΤΗΣ ΕΙΝΑΙ Η ΙΣΤΟΡΙΑ ΤΩΝ ΜΕΓΑΛΩΝ ΤΡΑΓΟΥΔΙΣΤΩΝ	[65, 1104, 451, 1139]
article-paragraph: Ἡ Σκάλα εἶναι σήμερον ὄχι μόνον θέατρον ἀλλά καί σχολή· εἰς τά ἐργαστήριά της διδάσκονται ὅλαι αἱ τέχναι τοῦ μελοδράματος, ἀπό τῆς σκηνογραφίας μέχρι τοῦ χοροῦ, καί ἀπό αὐτήν ἐξορμοῦν οἱ νέοι μεγάλοι τραγουδισταί.	[264, 1236, 492, 1302]
article-paragraph: Τό 1928 ἱδρύθη ὁ «Ἔντε Ἀουτόνομο» (Αὐτόνομος Ὀργανισμός) τῆς Σκάλας, ὁ ὁποῖος μεγάλως ἐπροστάτευσε τό περίφημον τελέον θέατρον καί τό ἀπήλλαξε τῶν οἰκονομικῶν δυσχερειῶν, ἐξασφαλίσας μεγάλην καλλιτεχνικήν ἐλευθερίαν.	[24, 1544, 251, 1623]
cinema-name: ΛΟΥΝΑ ΠΑΡΚ — Τηλ. 73938	[24, 164, 203, 180]
last-price: 2372	[1117, 1763, 1139, 1776]
column-pinakides: ΠΙΝΑΚΙΔΕΣ — ΜΠΟΥΖΟΥΚΟΚΡΑΤΙΑ Ἀπό τάς μικράς Ἀθηναϊκάς εἰδήσεις: «Τό Ὑπουργεῖον Ἐμπορίου ἐγνωστοποίησε πρός τά ἐμπορικά καί βιοτεχνικά ἐπιμελητήρια ὅτι ἐμπορικός οἶκος τῆς Καλιφορνίας ἐνδιαφέρεται νά ἀγοράσῃ λαϊκά μουσικά ὄργανα (μπουζούκια)· ζητεῖ δέ, ὅπως ἔλθῃ εἰς ἐπαφήν μετά τῶν κατασκευαστῶν τοῦ εἴδους τούτου». Ἔτσι, ἀφοῦ κατέκτησαν τήν Ἑλλάδα, τά μπουζούκια θά «εἰσβάλουν» τώρα καί εἰς τόν Νέον Κόσμον! Ἄς προσέξουν, μόνον, οἱ εἰσαγωγεῖς τῆς Καλιφορνίας μήπως, μαζί μέ τά λαϊκά ὄργανα, τούς στείλουν καί μερικά... ζωντανά μπουζούκια, ἐκείνων πού ταλαιπωροῦν τήν Ἑλλάδα. ✻ ✻ ✻ — ΔΙΚΑΣΤΗΡΙΑ ΥΠΑΙΘΡΟΥ Τηλεγραφοῦν ἐκ Καλαμῶν: «Εἰς τό χωρίον Κάμπος ὁ Π. Μπιτζάκος, ἐτῶν 61, ἐτραυμάτισε διά μαχαίρας τόν ἐπ' ἀδελφῇ γαμβρόν του Ἀθ. Παναγουλέαν, ἐτῶν 40, εἰς διάφορα μέρη τοῦ σώματος, δι' οἰκονομικάς διαφοράς». Διά τάς οἰκονομικάς διαφοράς ὑπάρχει, ὡς γνωστόν, τό Εἰρηνοδικεῖον. Ἀλλά εἰς τήν περιοχήν τῶν Καλαμῶν οἱ ἄνθρωποι θέλουν νά ἔχουν τό Δίκαιον εἰς τήν τσέπην των, ὑπό μορφήν μαχαιριδίου· ἐκτός ἐάν αἱ διαφοραί εἶναι μεγάλαι, ὁπότε δικάζει ἡ θρυλική ἀμφιλύκη. ✻ ✻ ✻ — ΕΝΟΠΛΟΣ ΠΙΤΣΙΡΙΚΟΣ Τηλεγραφοῦν ἐκ Θεσ)νίκης: «Ὁ Καραμπέτσος Ἀναστ., ἐτῶν 5, κατώρθωσε νά ἀφαιρέσῃ τό περίστροφον τοῦ πατρός του καί νά πυροβολήσῃ, τραυματίσας ἐλαφρῶς τόν μικρόν φίλον του». Ἀλλά πρός τί ἡ ἐπί ἑπταμήνου κατοχῆς... Ἔτσι ἀρχίζουν, ἄλλωστε, καί αἱ μεγάλαι σταδιοδρομίαι τῶν γενναίων. ✻ ✻ ✻ — ΓΕΝΝΑΙΟΤΕΡΟΙ Ἐκ Μόσχας τηλεγραφεῖται: «Ὁ Ρῶσος ἀστροναύτης Γκαγκάριν, ἐδήλωσεν ὅτι δέν θά εἶχε τό θάρρος νά μπῇ σέ Ἀμερικανικόν διαστημόπλοιον». Δέν ἔχει, ἴσως, καταλάβει ὁ ἄνθρωπος ὅτι αὐτό ἀποδεικνύει, ὅτι οἱ δικοί μας ἀστροναῦται, πού θά εἰσέλθουν εἰς τό ἀμερικανικό διαστημόπλοιο, εἶναι ἀπείρως γενναιότεροι τοῦ Γκαγκάριν! Μπράβο τους. ✻ ✻ ✻ — ΠΛΗΡΗΣ ΣΥΓΧΥΣΙΣ Ἀπό τάς μικράς Ἀθηναϊκάς εἰδήσεις, μετά τήν ἐξαγγελίαν τοῦ 5ετοῦς προγράμματος οἰκονομικῆς ἀναπτύξεως: «Ὥστε πρῶτα κατηρτίσθη καί ἐξηγγέλθη τό Πενταετές Πρόγραμμα τῆς Κυβερνήσεως καί κατόπιν θά μελετηθῇ, διά τῆς Ἀρχιτεκτονικῆς σκέψεως;...» Καί τί ρόλον παίζει, τότε, ὁ ἐπί τῶν Οἰκονομικῶν Ὑπουργός τοῦ σεπτοῦ Πρέσβεως; ✻ ✻ ✻ — Η ΤΡΑΓΩΔΙΑ ΤΗΣ ΚΥΠΡΟΥ Ἐκ Κύπρου μεταδίδεται: «Κατόπιν ἐπιστολῆς τοῦ Ἀρχιεπισκόπου Μακαρίου, ὁ οἰκονομολόγος κ. Γ. Πιτσιρίκος ἐκλήθη εἰς Κύπρον, προκειμένου νά μελετήσῃ καί ὑποβάλῃ ἐκθέσεις ἐπί τοῦ οἰκονομικοῦ προβλήματος τῆς Νήσου». Ἀλλά πρός τί ἡ ἐπί ἔτη ἐπαμφοτερίζουσα πολιτική; Ὅταν καθ' ἡμέραν χάνωνται εὐκαιρίαι, ματαίως ἀναζητοῦνται κατόπιν αἱ λύσεις. ✻ ✻ ✻ — ΠΡΟΓΡΑΜΜΑΤΑ.- ΝΕΚΡΟΨΙΑΙ Ἐκ Λευκωσίας τηλεγραφοῦν: «Αἱ νεκροψίαι ἐπλήθυναν τελευταίως καί τά προγράμματα ἐξαντλοῦνται εἰς ὑποσχέσεις». ✻ ✻ ✻ ΑΙ ΟΜΟΛΟΓΙΑΙ ΤΗΣ ΑΓΡΟΤΙΚΗΣ ΜΕΤΑΡΡΥΘΜΙΣΕΩΣ ΥΠΟΚΕΙΝΤΑΙ ΕΙΣ ΦΟΡΟΝ ΕΙΣΟΔΗΜΑΤΟΣ Ἡ Διαχείρησις τῶν Φόρων ἠρώτησε τό Συμβούλιον Ἐπικρατείας ἐάν αἱ ὁμολογίαι τῆς Ἀγροτικῆς Μεταρρυθμίσεως ὑπόκεινται εἰς τόν φόρον εἰσοδήματος. Τό Συμβούλιον Ἐπικρατείας ἀπήντησεν ὅτι πράγματι αἱ ὁμολογίαι αὗται ὑπόκεινται εἰς τήν ὡς ἄνω φορολογίαν. Ἐκπαιδευτικά ENGLISH ACADEMY FOR GIRLS ΕΤΟΣ ΙΔΡΥΣΕΩΣ 1921 50, Πρίγκηπος Ἰμπραήμ, γωνίας ἀριθ. Τηλέφ. 70937 ΗΜΕΡΗΣΙΑ ΕΜΠΟΡΙΚΗ ΣΧΟΛΗ. Τελεία ἐκμάθησις τῆς Ἀγγλικῆς καί πλήρης καταρτισμός εἰς τά ἐμπορικά. Διδασκαλία ζωντανή καί Ἐντατική. Ἡ Σχολή εἶνε Κέντρον ἐξετάσεων τοῦ PITMAN INSTITUTE τοῦ Λονδίνου. Ἐκτός τῶν Ἐμπορικῶν μαθημάτων διδάσκονται ἡ ΚΟΠΤΙΚΗ καί ἡ Μουσική. Λειτουργεῖ ΓΕΥΜΑΤΙΝΗ ΣΧΟΛΗ διά μαθητρίας προερχομένας ἐξ ἄλλων Σχολῶν καί ΝΥΚΤΕΡΙΝΗ διά τούς ἐργαζομένους ὅλων τῶν φύλων. Πληροφορίαι παρά τῇ διευθυντρίᾳ Κα E. TCATCHENCO. ΣΥΛΛΟΓΟΣ ΕΛΛΗΝΩΝ ΑΠΟΦΟΙΤΩΝ ΕΛΛΗΝΙΚΟΣ ΝΑΥΤΙΚΟΣ ΟΜΙΛΟΣ ΑΛΕΞΑΝΔΡΕΙΑΣ ΑΘΛΗΤΙΚΟΧΟΡΕΥΤΙΚΑΙ ΕΚΔΗΛΩΣΕΙΣ Τό προσεχές Σάββατον 14 Ὀκτωβρίου καί ὥραν 7ην ἑσπερινήν θά λάβῃ χώραν εἰς τό ἐντευκτήριον τοῦ Ὁμίλου ἡ καθιερωμένη ἀθλητικοχορευτική ἐκδήλωσις, μετά πλουσίου καλλιτεχνικοῦ προγράμματος (μουσικῶν). Θά παρακολουθήσουν αἱ Ἀρχαί τῆς παροικίας καί πλῆθος φιλάθλων. Εἴσοδος διά τά μέλη καί τάς οἰκογενείας αὐτῶν ἐλευθέρα. ΔΥΟ ΣΙΔΗΡΩΤΡΙΑΙ ΕΖΗΤΗΣΑΝ ΑΔΕΙΑΝ ΕΡΓΑΣΙΑΣ Διά πρώτην φοράν, εἰς τά χρονικά τῆς χώρας, δύο δεσποινίδες ἐζήτησαν ἄδειαν ἐργασίας ὡς σιδηρώτριαι (μακουάνκι). Τό Συνδικᾶτον τῶν Σιδηρωτῶν, κατόπιν θυελλώδους συνεδρίας, ἐνέκρινε τελικῶς τήν αἴτησίν των. ΦΙΛΑΝΘΡΩΠΙΚΑΙ ΠΡΟΣΦΟΡΑΙ — Ὁ Κος καί Κα Εὐριπίδου Χριστοτούλου προσέφερον ὑπέρ τῆς Μάνας γ.δ. 200 εἰς μνήμην Νίκης Μαρκαντωνάκη. — Ἡ Κα Μιχ. Σοφιανοῦ προσέφερε δι' ἡμῶν γ.δ. 200 ὑπέρ τοῦ Φιλοπτώχου εἰς μνήμην Γ. Μυλωνᾶ. — Ὁ Κος καί Κα Σαράτση προσέφερε δι' ἡμῶν γ.δ. 200 ὑπέρ τοῦ Ἑλλ. Νοσοκομείου εἰς μνήμην Ἀλ. Βασιλοπούλου. — Ὁ κ. Ἰωάννης Τρικόγλου προσέφερε γ.δ. 200 ὑπέρ τῆς Φιλοπτώχου εἰς μνήμην ἀειμνήστου Ἰω. Κασιμάτη. — Προσέφερον εἰς μνήμην ἀειμνήστου Ἀνδρέα Κωστάλου ὑπέρ τῆς Λημνιακῆς Ἀδελφότητος γ.δ. 200 εἰς μνήμην Ἀλέκου Βασιλοπούλου. — Ὁ Κος καί Κα Κωνσταντίνου προσέφερον ὑπέρ τῶν Ἱδρυμάτων. Ὑπέρ τῆς Φιλοπτώχου Ἀδελφότητος Ἑλληνίδων Κυριῶν Μανσούρας Γ.Δ. ἡ οἰκογ. ἀειμνήστου Ἀνδρέα Κωστάλου .................... γ.δ. 500 ὁ κ. καί Κα Εὐαγ. Πολίτη ...... 100 ὁ κ. καί Κα Παν. Γερασίμου .. 100 ὁ κ. Ἰωάν. Κώνστας ........... 100 Ὑπέρ τοῦ Συσσιτίου τῶν Ἀπόρων Μαθητῶν τῶν Ἑλληνικῶν Ἐκπαιδευτηρίων Μανσούρας Γ.Δ. ἡ οἰκογ. ἀειμνήστου Ἀνδρέα Κωστάλου ........................ 500 ὁ κ. καί Κα Λουκᾶ Κουζουπούλου 200 ὁ κ. καί Κα Μιχ. Ραυτοπούλου .. 200 ὁ κ. καί Κα Νικολάου Οἰκονομάκη 500 ὁ κ. καί Κα Ἀθ. Νικολοπούλου .. 100 ὁ κ. καί Κα Δημητρίου Συκοξίτου 100 Η ΧΘΕΣΙΝΗ ΚΙΝΗΣΙΣ ΕΙΣ ΤΟ ΧΡΗΜΑΤΙΣΤΗΡΙΟΝ ΑΞΙΩΝ Ἡ κλήρωσις εἰς τό ἄρτιον τῶν λαχειοφόρων 1951 λαμβάνει χώραν τήν 1ην προσεχοῦς Μαρτίου καί ὄχι τήν 1ην Δεκεμβρίου, ὡς ἀνεγράφη ἐκ παραδρομῆς εἰς τήν ἑβδομαδιαίαν ἀνασκόπησιν τῆς παρελθούσης Παρασκευῆς. Ἡ ἐπιφυλακτικότης συνεχίσθη καί σήμερον, μέ σποραδικάς συναλλαγάς διεξαχθείσας ἐπί χαμηλοτέρων ἐπιπέδων. Κλείσιμον 7)10)61 Προηγ. Χθεσινόν Δάνειον 3 1)2 ο)ο 9720 9710 Παλαιστινιακόν 3 ο)ο 8650 8650α Προσφυγικόν 1969)70 9805 — Πάγιον 3 1)2 ο)ο 1951 802 790 Λαχειοφόροι Κτηματικαί 2676 2372 Ἡλιουπόλεως ἱδρ. 865 840 Σιούφ 205 200 Κάρμιζα 73 70 Φίρ καί Ἀσιέ 127 123 Μ Ι Κ Ρ Α Ι Α Γ Γ Ε Λ Ι Α Ι ΖΗΤΕΙΤΑΙ Δεσποινίς γνωρίζουσα τάς γλώσσας τοῦ τόπου μέ μισθόν ἱκανοποιητικόν διά τό Φωτογραφεῖον ΣΥΡΩΝ. Πληροφορίαι εἰς τό φωτογραφεῖον, ὁδός Τουσσούμ, ἀριθ. 10, Τηλέφ. 39423.	[735, 45, 1157, 2081]
divider	[890, 1342, 1000, 1343]
article-paragraph: Οἱ Ἰταλοί, συνηθίζουν νά λέγουν: «Ὁ Βέρντι χωρίς τήν Σκάλαν δέν θά ἦτο ὁ Βέρντι καί ἡ Σκάλα χωρίς τόν Βέρντι δέν θά ἦτο ἡ Σκάλα». Καί ἡ φράσις αὐτή ἀποδίδει, ὅσο καμμία ἄλλη, τήν σημασίαν τοῦ μεγάλου θεάτρου διά τό μουσικόν μέλλον τῆς Ἰταλίας.	[264, 1150, 492, 1230]
court-notice-body: Τό Πρωτοδικεῖον Ἀλεξανδρείας (Τμῆμα Προσωπικῆς Καταστάσεως Ξένων) δικάζον, ἐρήμην τοῦ ἐναγομένου, ἐπί τῆς ἐπί διαζεύξει ἀγωγῆς, ὑπ' ἀρ. 1263)1957, κηρύσσει λελυμένον τόν μεταξύ ΣΤΥΛΙΑΝΗΣ ΜΙΧΑΗΛ ΓΙΑΜΠΑΝΗ, τό γένος ΝΙΚΟΛΑΪΔΟΥ καί ΜΙΧΑΗΛ ΓΙΑΜΠΑΝΗ, διά τῆς ἀπό 17ης Νοεμβρίου 1960 ἀποφάσεώς του, γάμον.	[519, 1241, 724, 1347]
luna-park-title: «ΛΟΥΝΑ ΠΑΡΚ»	[565, 1405, 678, 1465]
pharmacy-entry: MATTA.- 29, Βουλ. Σάαντ Ζαγλούλ. Τηλέφ. 21672	[24, 861, 244, 873]
program-name: Εἰδήσεις	[300, 568, 338, 581]
venue-name: CASINO PLAGE ΙΒΡΑΗΙΜΙΕΗ	[1263, 1743, 1485, 1803]
cinema-entry	[24, 212, 251, 253]
quote-value: Δρχ. 294.30	[439, 1680, 492, 1693]
section-quote: «Ὥστε πρῶτα κατηρτίσθη καί ἐξηγγέλθη τό Πενταετές Πρόγραμμα τῆς Κυβερνήσεως καί κατόπιν θά μελετηθῇ, διά τῆς Ἀρχιτεκτονικῆς σκέψεως;...»	[952, 330, 1145, 381]
divider	[1324, 588, 1424, 589]
divider	[333, 1391, 423, 1392]
prev-price: 8650	[1073, 1718, 1095, 1731]
program-time: 21.15	[264, 457, 289, 470]
radio-program	[22, 433, 254, 447]
radio-program	[264, 553, 494, 567]
program-time: 7.40	[22, 615, 41, 628]
program-name: Ποικιλίες	[300, 428, 342, 441]
ramleh-label: Ρ Α Μ Λ Ι Ο Υ	[308, 755, 448, 770]
cinema-name: ΟΝΤΕΟΝ — Τηλ. 71866	[24, 259, 171, 275]
article-paragraph: Ἡ ἐπίσημη στροφή τῆς Σκάλας πρός τό καθαρόν μελόδραμα ἔγινε τόν 19ον αἰῶνα, μέ τόν Ροσσίνι, τόν Ντονιτσέττι καί τόν Μπελλίνι. Τό 1830, τό ἐσωτερικόν τῆς Σκάλας διεσκευάσθη ἐκ νέου καί ἡ αἴθουσα ἔλαβε τήν σημερινήν μορφήν της. Ἦτο ἕνας πραγματικός θρίαμβος.	[24, 1458, 251, 1537]
koinonika-title: ΚΟΙΝΩΝΙΚΑ	[519, 45, 728, 81]
security-name: Λαχειοφόροι Κτηματικαί	[951, 1763, 1008, 1791]
elections-kicker: ΠΡΟΕΚΛΟΓΙΚΑ ΣΤΙΓΜΙΟΤΥΠΑ	[1245, 568, 1503, 584]
second-film-title: THE FINGERMAN	[526, 1859, 717, 1927]
donor-name: ὁ κ. καί Κα Ἀθ. Νικολοπούλου ..	[951, 1569, 1088, 1581]
divider	[1309, 67, 1439, 69]
school-name: ENGLISH ACADEMY FOR GIRLS	[756, 934, 933, 965]
